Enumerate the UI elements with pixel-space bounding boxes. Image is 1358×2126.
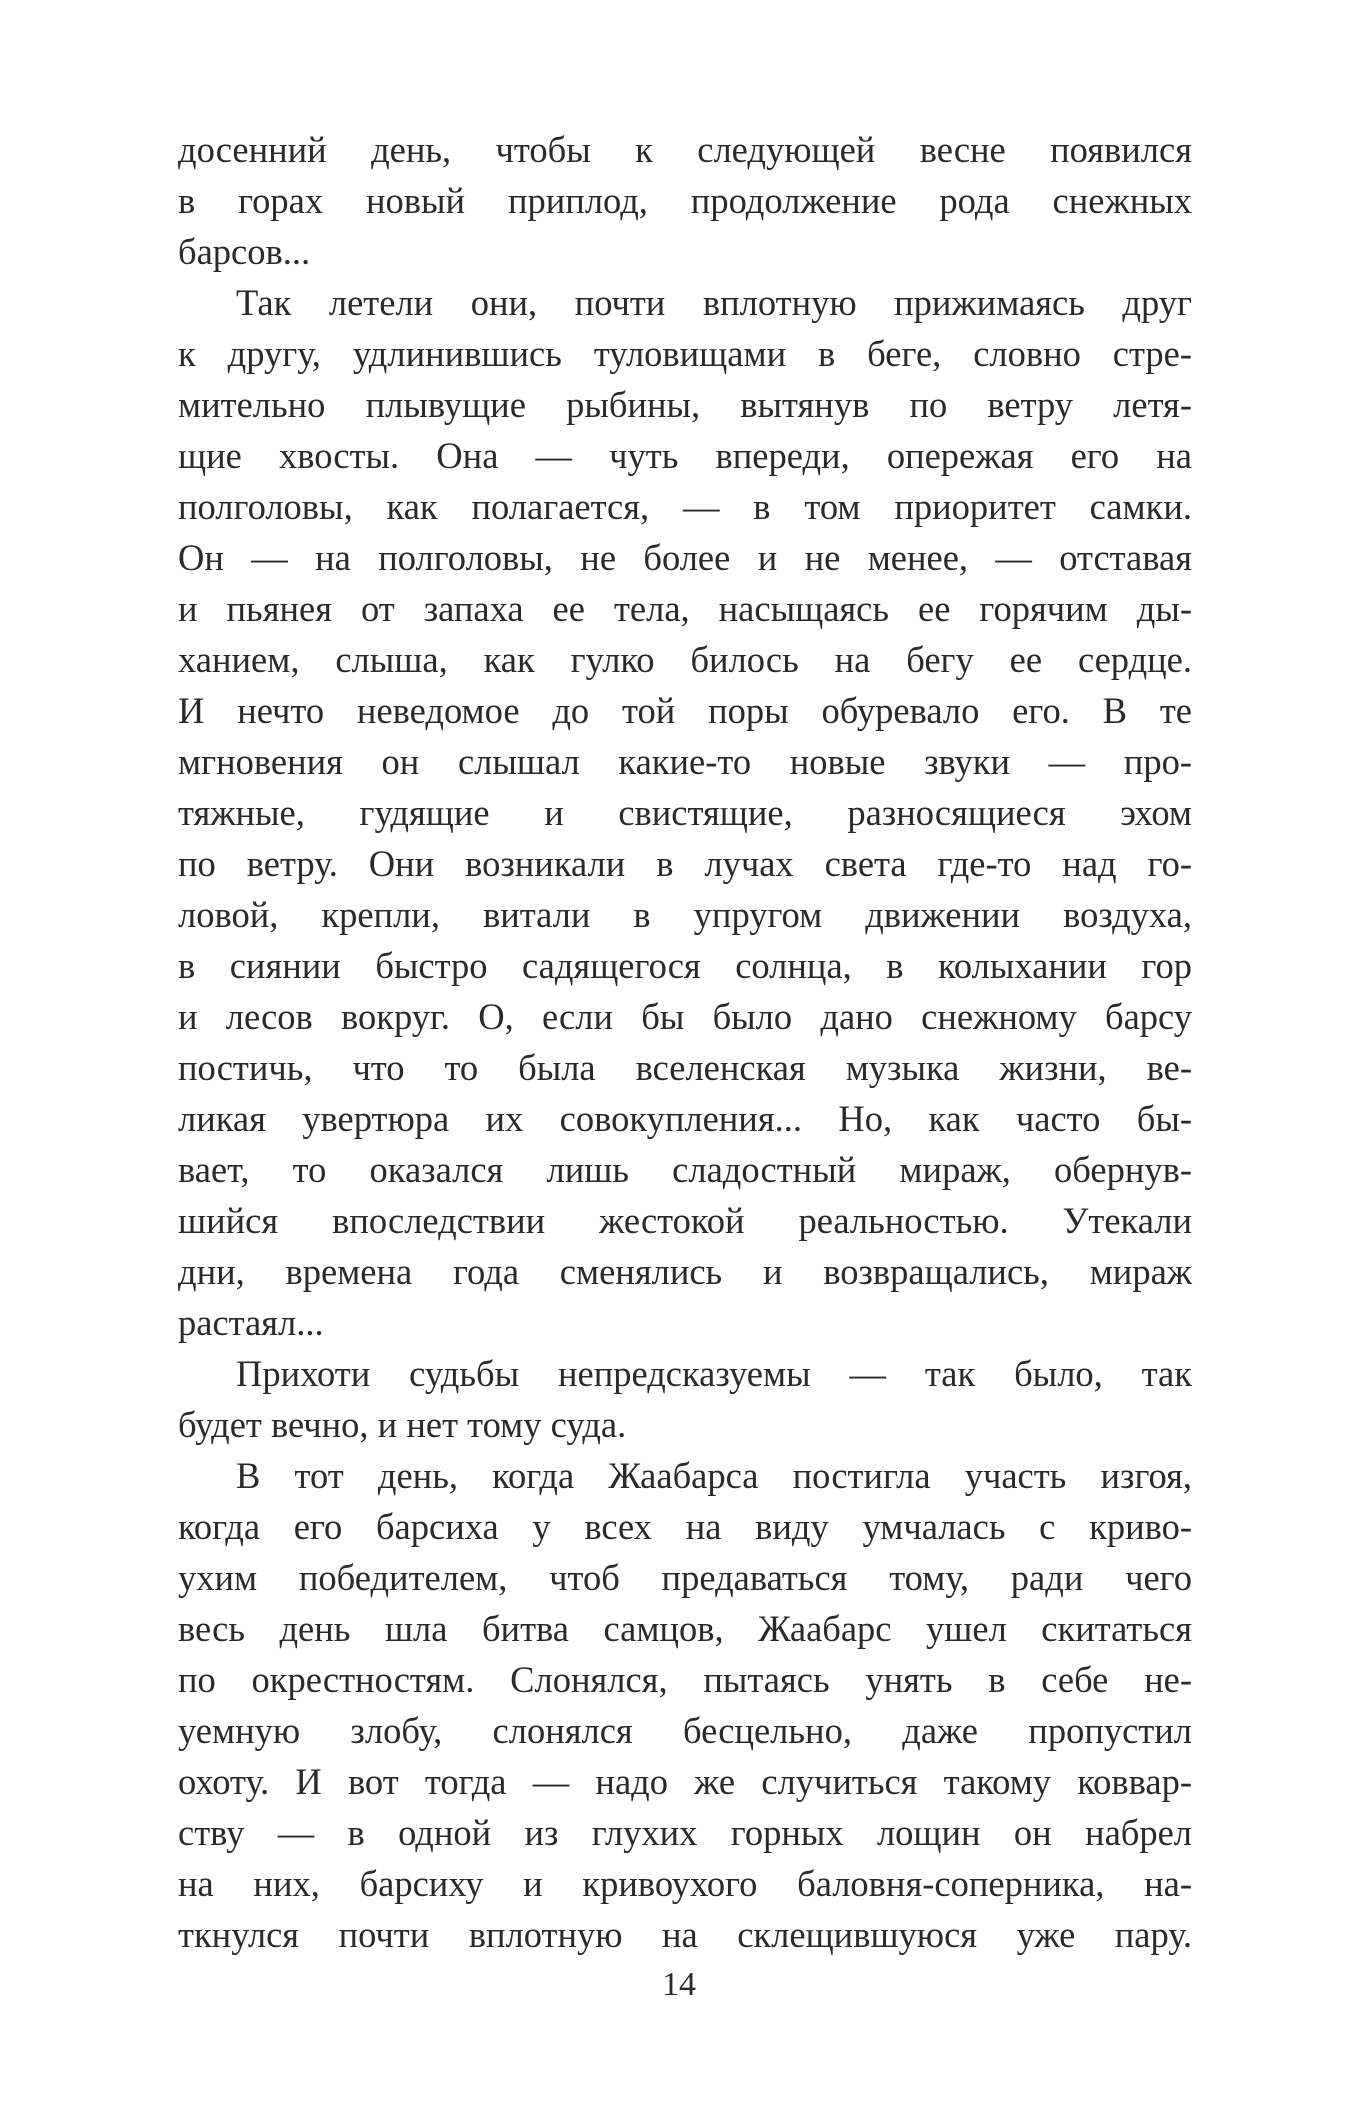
- text-line: ству — в одной из глухих горных лощин он набрел: [178, 1812, 1192, 1853]
- text-line: вает, то оказался лишь сладостный мираж, обернув-: [178, 1149, 1192, 1190]
- text-line: на них, барсиху и кривоухого баловня-соперника, на-: [178, 1863, 1192, 1904]
- text-line: щие хвосты. Она — чуть впереди, опережая его на: [178, 435, 1192, 476]
- text-line: В тот день, когда Жаабарса постигла участь изгоя,: [236, 1455, 1192, 1496]
- text-line: ловой, крепли, витали в упругом движении воздуха,: [178, 894, 1192, 935]
- text-line: ханием, слыша, как гулко билось на бегу ее сердце.: [178, 639, 1192, 680]
- text-line: и пьянея от запаха ее тела, насыщаясь ее горячим ды-: [178, 588, 1192, 629]
- text-line: по ветру. Они возникали в лучах света где-то над го-: [178, 843, 1192, 884]
- text-line: когда его барсиха у всех на виду умчалась с криво-: [178, 1506, 1192, 1547]
- text-line: полголовы, как полагается, — в том приоритет самки.: [178, 486, 1192, 527]
- text-line: и лесов вокруг. О, если бы было дано снежному барсу: [178, 996, 1192, 1037]
- text-line: растаял...: [178, 1302, 324, 1343]
- text-line: будет вечно, и нет тому суда.: [178, 1404, 627, 1445]
- text-line: Он — на полголовы, не более и не менее, — отставая: [178, 537, 1192, 578]
- text-line: ткнулся почти вплотную на склещившуюся уже пару.: [178, 1914, 1192, 1955]
- text-line: мительно плывущие рыбины, вытянув по ветру летя-: [178, 384, 1192, 425]
- text-line: в горах новый приплод, продолжение рода снежных: [178, 180, 1192, 221]
- text-line: ликая увертюра их совокупления... Но, как часто бы-: [178, 1098, 1192, 1139]
- text-line: тяжные, гудящие и свистящие, разносящиеся эхом: [178, 792, 1192, 833]
- text-line: И нечто неведомое до той поры обуревало его. В те: [178, 690, 1192, 731]
- text-line: досенний день, чтобы к следующей весне появился: [178, 129, 1192, 170]
- text-line: Прихоти судьбы непредсказуемы — так было, так: [236, 1353, 1192, 1394]
- text-line: ухим победителем, чтоб предаваться тому, ради чего: [178, 1557, 1192, 1598]
- text-line: Так летели они, почти вплотную прижимаясь друг: [236, 282, 1192, 323]
- text-line: охоту. И вот тогда — надо же случиться такому коввар-: [178, 1761, 1192, 1802]
- text-line: шийся впоследствии жестокой реальностью. Утекали: [178, 1200, 1192, 1241]
- body-text: [178, 124, 1192, 1960]
- page-number: 14: [662, 1966, 696, 2003]
- text-line: по окрестностям. Слонялся, пытаясь унять в себе не-: [178, 1659, 1192, 1700]
- text-line: барсов...: [178, 231, 311, 272]
- text-line: весь день шла битва самцов, Жаабарс ушел скитаться: [178, 1608, 1192, 1649]
- text-line: к другу, удлинившись туловищами в беге, словно стре-: [178, 333, 1192, 374]
- text-line: мгновения он слышал какие-то новые звуки — про-: [178, 741, 1192, 782]
- text-line: уемную злобу, слонялся бесцельно, даже пропустил: [178, 1710, 1192, 1751]
- text-line: постичь, что то была вселенская музыка жизни, ве-: [178, 1047, 1192, 1088]
- text-line: в сиянии быстро садящегося солнца, в колыхании гор: [178, 945, 1192, 986]
- text-line: дни, времена года сменялись и возвращались, мираж: [178, 1251, 1192, 1292]
